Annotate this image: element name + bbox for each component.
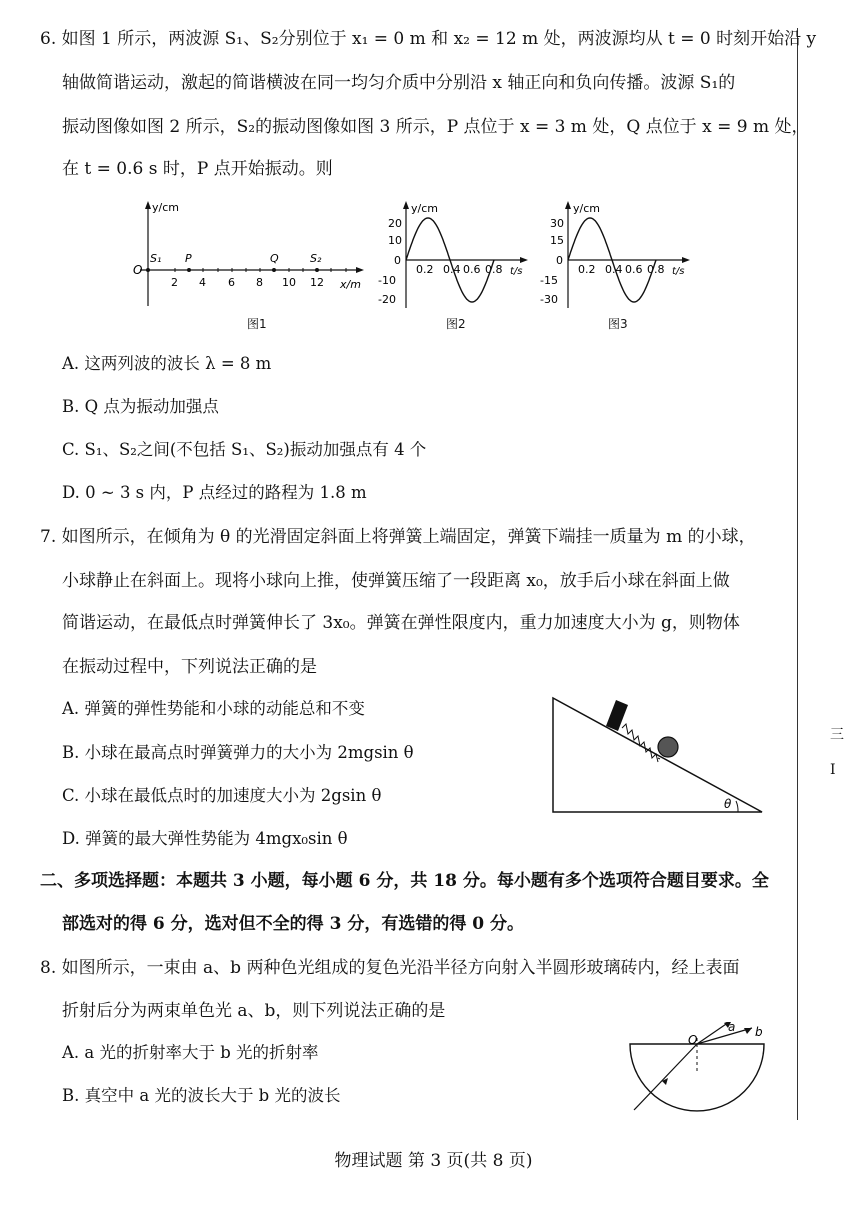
fig3-ytick-0: 0 <box>556 254 563 267</box>
q8-line2: 折射后分为两束单色光 a、b，则下列说法正确的是 <box>62 1001 446 1021</box>
q8-option-a: A. a 光的折射率大于 b 光的折射率 <box>62 1043 319 1062</box>
fig1-caption: 图1 <box>247 317 267 331</box>
q6-line2: 轴做简谐运动，激起的简谐横波在同一均匀介质中分别沿 x 轴正向和负向传播。波源 S₁的 <box>62 73 736 93</box>
fig1-tick-10: 10 <box>282 276 296 289</box>
q8-line1: 8. 如图所示，一束由 a、b 两种色光组成的复色光沿半径方向射入半圆形玻璃砖内，经上表面 <box>40 958 740 978</box>
q8-option-b: B. 真空中 a 光的波长大于 b 光的波长 <box>62 1086 341 1105</box>
fig3-xtick-08: 0.8 <box>647 263 665 276</box>
right-margin-rule <box>797 28 798 1120</box>
fig3-ytick-15: 15 <box>550 234 564 247</box>
margin-mark-2: I <box>830 762 836 778</box>
fig1-tick-12: 12 <box>310 276 324 289</box>
q6-option-b: B. Q 点为振动加强点 <box>62 397 219 416</box>
fig1-s2: S₂ <box>310 252 322 265</box>
fig3-ytick-n15: -15 <box>540 274 558 287</box>
angle-theta: θ <box>724 797 732 811</box>
q7-line1: 7. 如图所示，在倾角为 θ 的光滑固定斜面上将弹簧上端固定，弹簧下端挂一质量为 m 的小球， <box>40 527 756 547</box>
fig1-ylabel: y/cm <box>152 201 179 214</box>
figure-2 <box>372 198 532 313</box>
fig1-tick-8: 8 <box>256 276 263 289</box>
label-b: b <box>755 1025 763 1039</box>
fig2-ytick-n10: -10 <box>378 274 396 287</box>
fig3-xtick-06: 0.6 <box>625 263 643 276</box>
fig2-xtick-06: 0.6 <box>463 263 481 276</box>
fig1-tick-6: 6 <box>228 276 235 289</box>
figure-3 <box>534 198 694 313</box>
q6-line3: 振动图像如图 2 所示，S₂的振动图像如图 3 所示，P 点位于 x = 3 m 处，Q 点位于 x = 9 m 处， <box>62 117 809 137</box>
q6-option-a: A. 这两列波的波长 λ = 8 m <box>62 354 272 373</box>
fig1-tick-2: 2 <box>171 276 178 289</box>
fig3-xtick-04: 0.4 <box>605 263 623 276</box>
fig3-ytick-30: 30 <box>550 217 564 230</box>
fig1-s1: S₁ <box>150 252 162 265</box>
fig2-xtick-02: 0.2 <box>416 263 434 276</box>
q6-option-c: C. S₁、S₂之间(不包括 S₁、S₂)振动加强点有 4 个 <box>62 440 427 459</box>
fig2-ytick-20: 20 <box>388 217 402 230</box>
section2-line1: 二、多项选择题：本题共 3 小题，每小题 6 分，共 18 分。每小题有多个选项符合题目要求。全 <box>40 871 769 891</box>
fig2-ytick-n20: -20 <box>378 293 396 306</box>
label-o: O <box>688 1033 698 1047</box>
fig2-ytick-10: 10 <box>388 234 402 247</box>
fig3-xtick-02: 0.2 <box>578 263 596 276</box>
label-a: a <box>728 1020 736 1034</box>
fig2-ytick-0: 0 <box>394 254 401 267</box>
incident-ray <box>634 1044 697 1110</box>
fig2-xlabel: t/s <box>510 266 523 277</box>
q7-option-d: D. 弹簧的最大弹性势能为 4mgx₀sin θ <box>62 829 348 848</box>
fig1-q: Q <box>270 252 279 265</box>
fig2-ylabel: y/cm <box>411 202 438 215</box>
fig1-origin: O <box>133 263 143 277</box>
q7-option-a: A. 弹簧的弹性势能和小球的动能总和不变 <box>62 699 365 718</box>
fig1-tick-4: 4 <box>199 276 206 289</box>
fig3-ylabel: y/cm <box>573 202 600 215</box>
fig1-p: P <box>185 252 192 265</box>
glass-figure <box>622 1022 782 1118</box>
q6-option-d: D. 0 ~ 3 s 内，P 点经过的路程为 1.8 m <box>62 483 367 502</box>
fig3-caption: 图3 <box>608 317 628 331</box>
spring-mount-block <box>606 700 628 731</box>
q6-line1: 6. 如图 1 所示，两波源 S₁、S₂分别位于 x₁ = 0 m 和 x₂ = 12 m 处，两波源均从 t = 0 时刻开始沿 y <box>40 29 817 49</box>
section2-line2: 部选对的得 6 分，选对但不全的得 3 分，有选错的得 0 分。 <box>62 914 524 934</box>
figure-1 <box>128 198 368 313</box>
fig3-xlabel: t/s <box>672 266 685 277</box>
fig3-ytick-n30: -30 <box>540 293 558 306</box>
ball <box>658 737 678 757</box>
q7-line2: 小球静止在斜面上。现将小球向上推，使弹簧压缩了一段距离 x₀，放手后小球在斜面上做 <box>62 571 730 591</box>
spring <box>622 724 658 762</box>
fig2-xtick-08: 0.8 <box>485 263 503 276</box>
fig2-caption: 图2 <box>446 317 466 331</box>
incline-figure <box>548 690 768 818</box>
q7-line3: 简谐运动，在最低点时弹簧伸长了 3x₀。弹簧在弹性限度内，重力加速度大小为 g，则物体 <box>62 613 740 633</box>
q6-line4: 在 t = 0.6 s 时，P 点开始振动。则 <box>62 159 333 179</box>
semicircle-glass <box>630 1044 764 1111</box>
page-footer: 物理试题 第 3 页(共 8 页) <box>334 1151 533 1171</box>
fig2-xtick-04: 0.4 <box>443 263 461 276</box>
fig1-xlabel: x/m <box>340 278 361 291</box>
q7-option-c: C. 小球在最低点时的加速度大小为 2gsin θ <box>62 786 382 805</box>
q7-option-b: B. 小球在最高点时弹簧弹力的大小为 2mgsin θ <box>62 743 414 762</box>
q7-line4: 在振动过程中，下列说法正确的是 <box>62 657 317 677</box>
margin-mark-1: 三 <box>830 727 844 743</box>
